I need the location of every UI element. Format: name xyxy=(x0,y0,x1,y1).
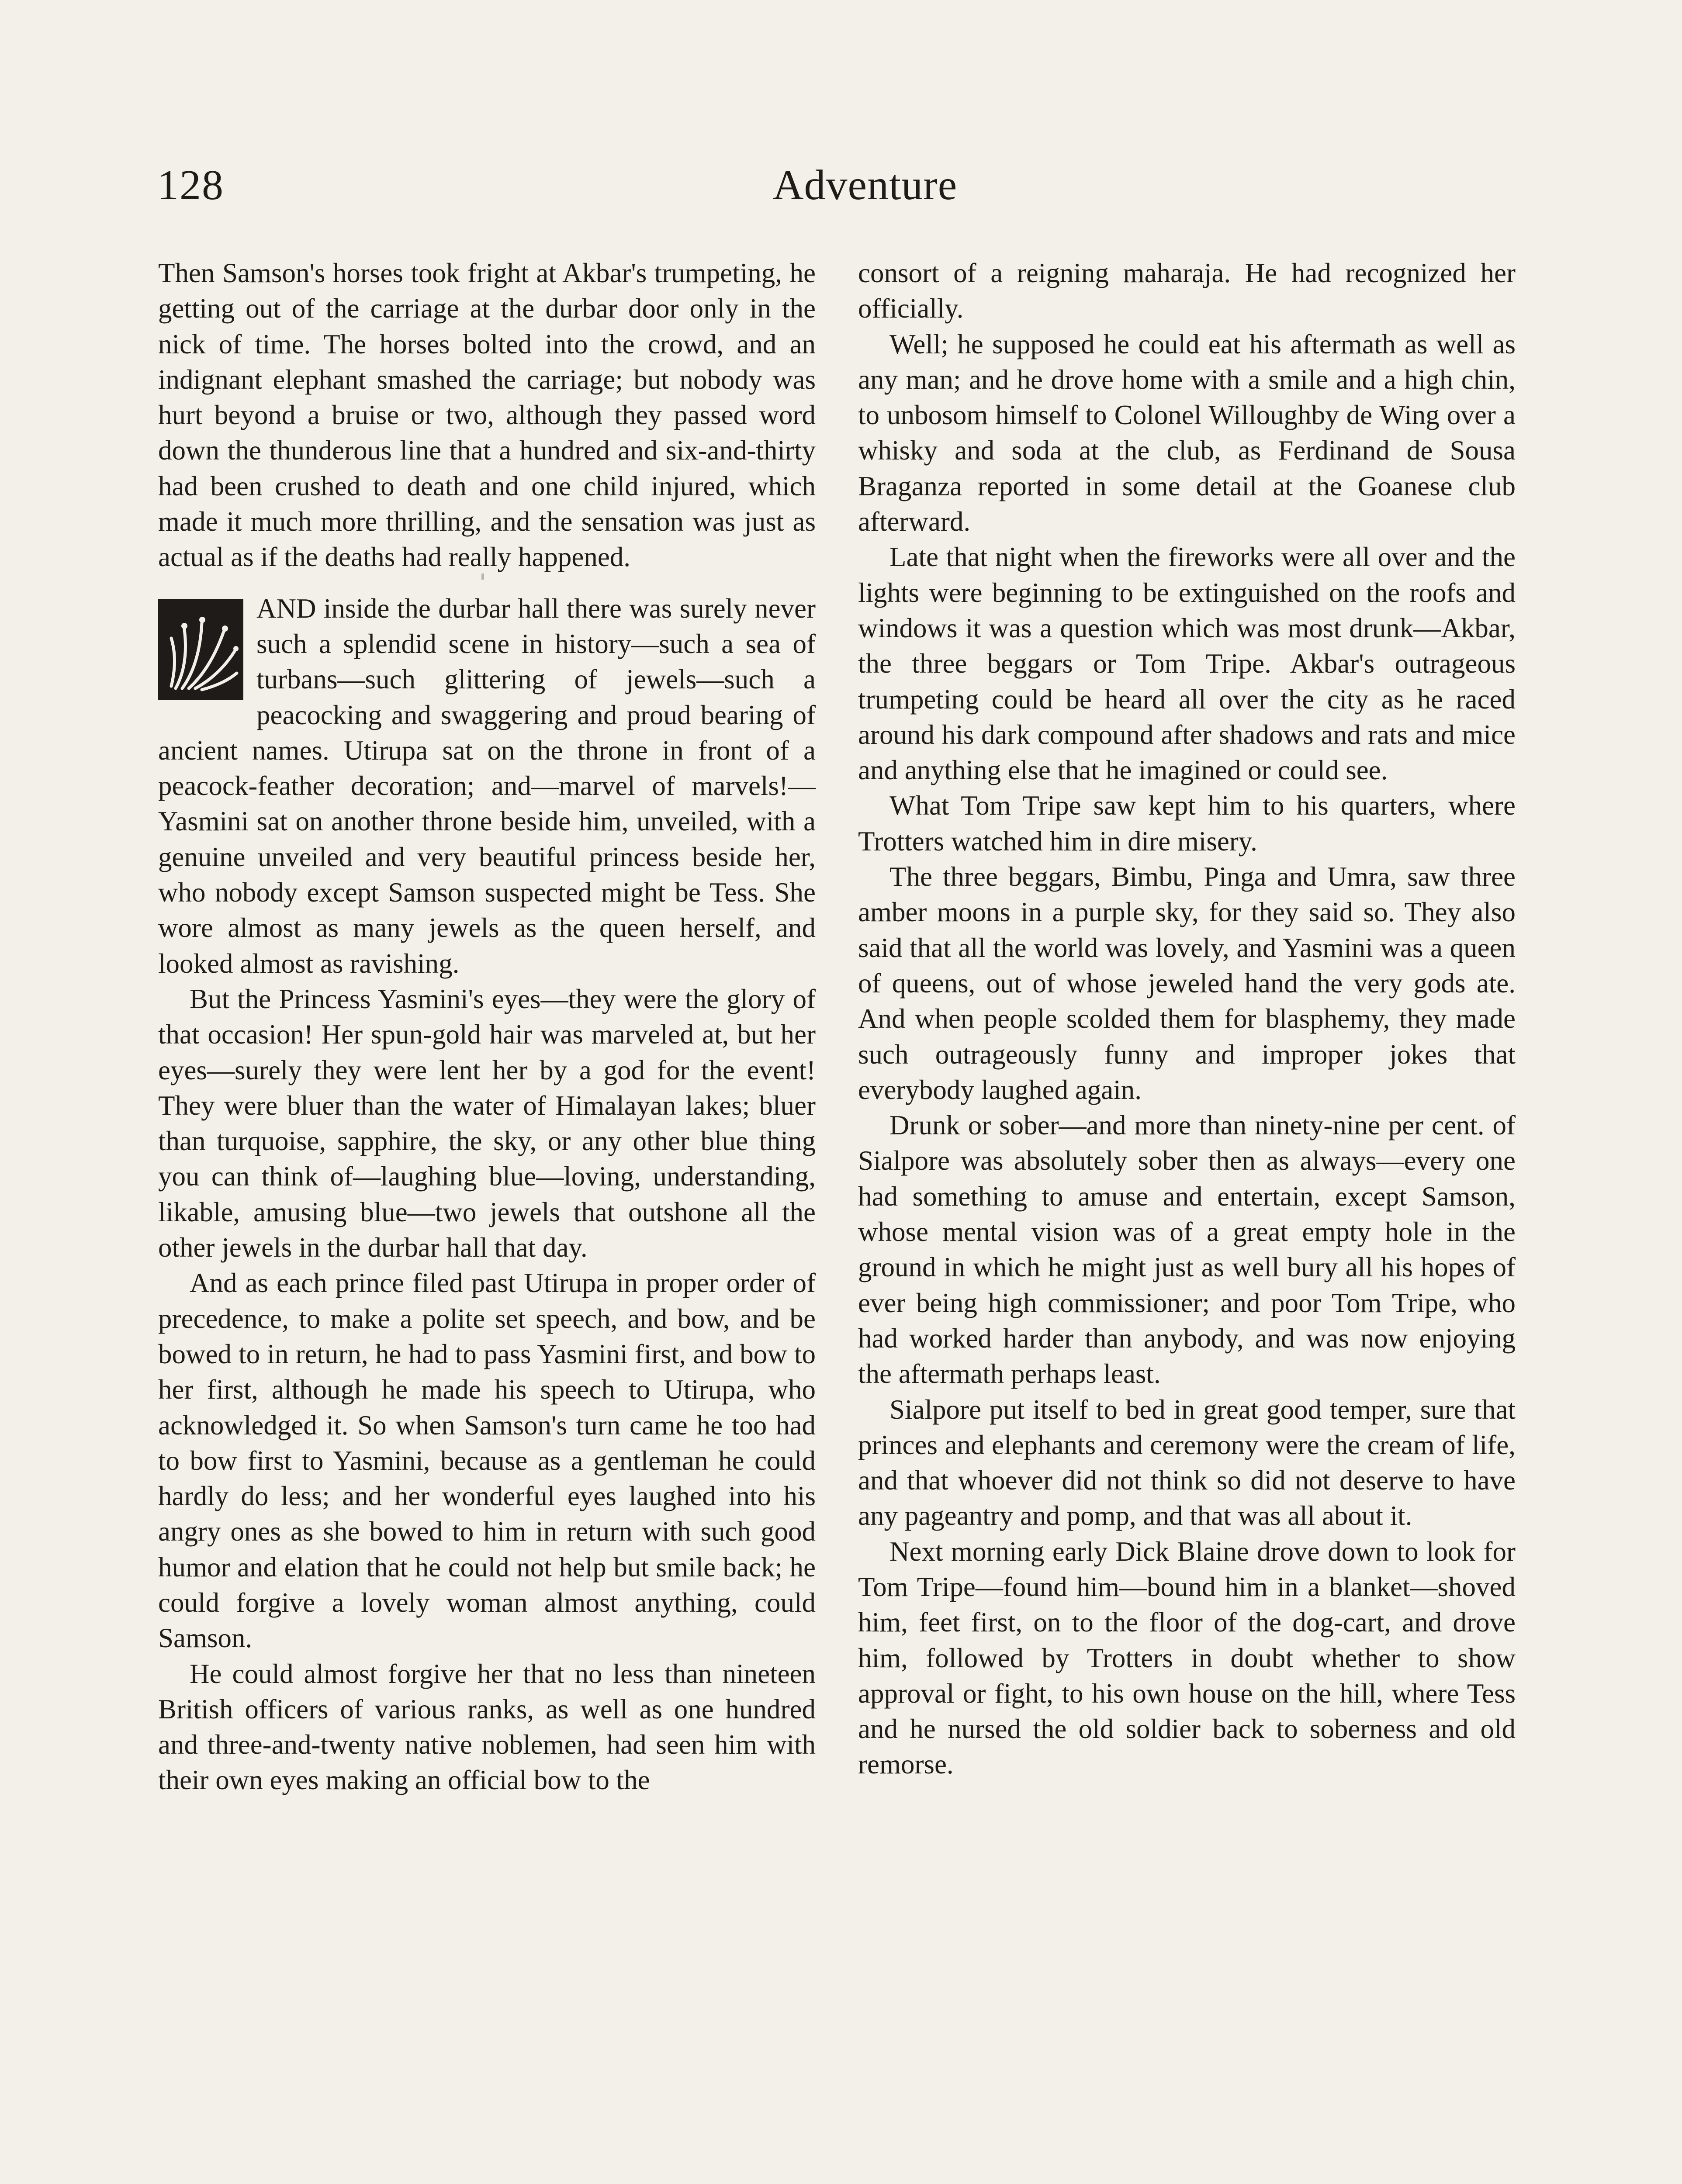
right-paragraph-7: Sialpore put itself to bed in great good temper, sure that princes and elephants and ceremony were the cream of life, and that whoever did not think so did not deserve to have any pageantry and pomp, and that was all about it. xyxy=(858,1394,1516,1531)
right-paragraph-8: Next morning early Dick Blaine drove down to look for Tom Tripe—found him—bound him in a blanket—shoved him, feet first, on to the floor of the dog-cart, and drove him, followed by Trotters in doubt whether to show approval or fight, to his own house on the hill, where Tess and he nursed the old soldier back to soberness and old remorse. xyxy=(858,1536,1516,1780)
left-paragraph-1: Then Samson's horses took fright at Akbar's trumpeting, he getting out of the carriage at the durbar door only in the nick of time. The horses bolted into the crowd, and an indignant elephant smashed the carriage; but nobody was hurt beyond a bruise or two, although they passed word down the thunderous line that a hundred and six-and-thirty had been crushed to death and one child injured, which made it much more thrilling, and the sensation was just as actual as if the deaths had really happened. xyxy=(158,258,816,573)
left-paragraph-2 xyxy=(158,591,816,981)
page-number: 128 xyxy=(157,162,224,209)
left-paragraph-5: He could almost forgive her that no less than nineteen British officers of various ranks, as well as one hundred and three-and-twenty native noblemen, had seen him with their own eyes making an official bow to the xyxy=(158,1658,816,1796)
left-column xyxy=(158,256,816,1798)
right-paragraph-2: Well; he supposed he could eat his aftermath as well as any man; and he drove home with a smile and a high chin, to unbosom himself to Colonel Willoughby de Wing over a whisky and soda at the club, as Ferdinand de Sousa Braganza reported in some detail at the Goanese club afterward. xyxy=(858,328,1516,537)
dropcap-lead-word: AND xyxy=(256,593,316,624)
section-break xyxy=(158,575,816,591)
right-paragraph-4: What Tom Tripe saw kept him to his quarters, where Trotters watched him in dire misery. xyxy=(858,790,1516,857)
right-paragraph-1: consort of a reigning maharaja. He had recognized her officially. xyxy=(858,258,1516,324)
right-paragraph-6: Drunk or sober—and more than ninety-nine per cent. of Sialpore was absolutely sober then as always—every one had something to amuse and entertain, except Samson, whose mental vision was of a great empty hole in the ground in which he might just as well bury all his hopes of ever being high commissioner; and poor Tom Tripe, who had worked harder than anybody, and was now enjoying the aftermath perhaps least. xyxy=(858,1110,1516,1389)
right-paragraph-3: Late that night when the fireworks were all over and the lights were beginning to be extinguished on the roofs and windows it was a question which was most drunk—Akbar, the three beggars or Tom Tripe. Akbar's outrageous trumpeting could be heard all over the city as he raced around his dark compound after shadows and rats and mice and anything else that he imagined or could see. xyxy=(858,542,1516,786)
left-paragraph-2-text: inside the durbar hall there was surely never such a splendid scene in history—such a sea of turbans—such glittering of jewels—such a peacocking and swaggering and proud bearing of ancient names. Utirupa sat on the throne in front of a peacock-feather decoration; and—marvel of marvels!—Yasmini sat on another throne beside him, unveiled, with a genuine unveiled and very beautiful princess beside her, who nobody except Samson suspected might be Tess. She wore almost as many jewels as the queen herself, and looked almost as ravishing. xyxy=(158,593,816,979)
right-column xyxy=(858,256,1516,1783)
running-head-title: Adventure xyxy=(772,162,958,209)
left-paragraph-4: And as each prince filed past Utirupa in proper order of precedence, to make a polite set speech, and bow, and be bowed to in return, he had to pass Yasmini first, and bow to her first, although he made his speech to Utirupa, who acknowledged it. So when Samson's turn came he too had to bow first to Yasmini, because as a gentleman he could hardly do less; and her wonderful eyes laughed into his angry ones as she bowed to him in return with such good humor and elation that he could not help but smile back; he could forgive a lovely woman almost anything, could Samson. xyxy=(158,1268,816,1654)
right-paragraph-5: The three beggars, Bimbu, Pinga and Umra, saw three amber moons in a purple sky, for they said so. They also said that all the world was lovely, and Yasmini was a queen of queens, out of whose jeweled hand the very gods ate. And when people scolded them for blasphemy, they made such outrageously funny and improper jokes that everybody laughed again. xyxy=(858,861,1516,1105)
left-paragraph-3: But the Princess Yasmini's eyes—they were the glory of that occasion! Her spun-gold hair was marveled at, but her eyes—surely they were lent her by a god for the event! They were bluer than the water of Himalayan lakes; bluer than turquoise, sapphire, the sky, or any other blue thing you can think of—laughing blue—loving, understanding, likable, amusing blue—two jewels that outshone all the other jewels in the durbar hall that day. xyxy=(158,983,816,1263)
decorative-initial-ornament-icon xyxy=(158,599,243,700)
